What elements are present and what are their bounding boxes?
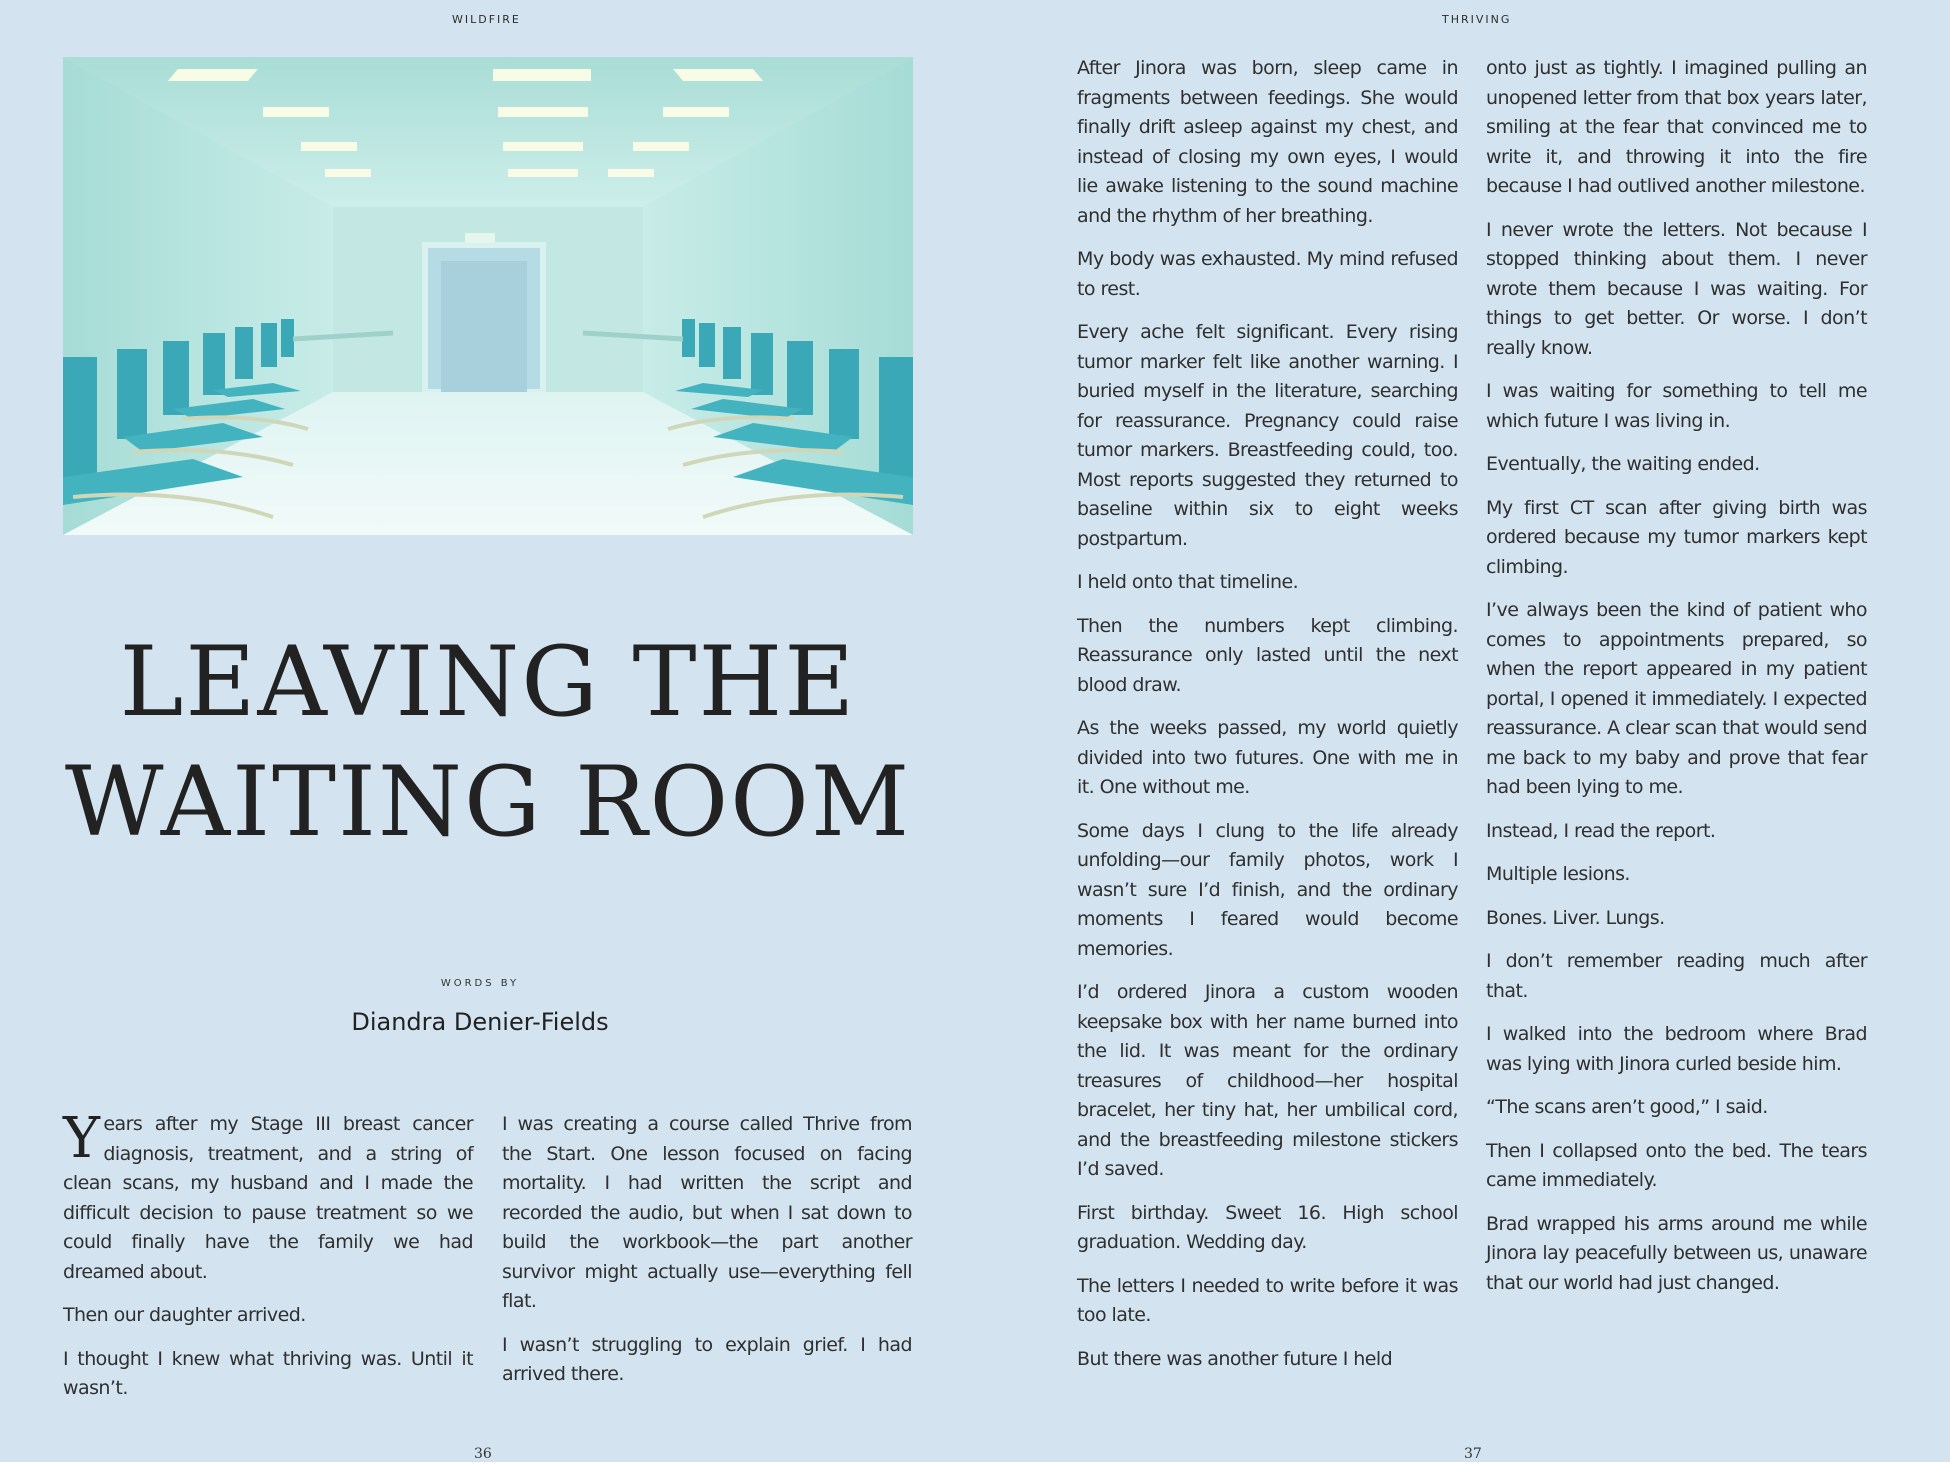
- paragraph: I don’t remember reading much after that.: [1486, 950, 1867, 1002]
- paragraph: Then our daughter arrived.: [63, 1304, 306, 1326]
- paragraph: Brad wrapped his arms around me while Jinora lay peacefully between us, unaware that our world had just changed.: [1486, 1212, 1867, 1294]
- paragraph: I walked into the bedroom where Brad was lying with Jinora curled beside him.: [1486, 1023, 1867, 1075]
- paragraph: I wasn’t struggling to explain grief. I had arrived there.: [502, 1333, 912, 1385]
- paragraph: I was waiting for something to tell me which future I was living in.: [1486, 380, 1867, 432]
- paragraph: I’ve always been the kind of patient who comes to appointments prepared, so when the report appeared in my patient portal, I opened it immediately. I expected reassurance. A clear scan that would send me back to my baby and prove that fear had been lying to me.: [1486, 599, 1867, 798]
- paragraph: First birthday. Sweet 16. High school graduation. Wedding day.: [1077, 1201, 1458, 1253]
- page-number-left: 36: [474, 1446, 492, 1462]
- paragraph: I never wrote the letters. Not because I stopped thinking about them. I never wrote them because I was waiting. For things to get better. Or worse. I don’t really know.: [1486, 218, 1867, 359]
- article-title: [40, 622, 936, 862]
- paragraph: After Jinora was born, sleep came in fragments between feedings. She would finally drift asleep against my chest, and instead of closing my own eyes, I would lie awake listening to the sound machine and the rhythm of her breathing.: [1077, 57, 1458, 227]
- title-line-1: LEAVING THE: [119, 626, 857, 738]
- paragraph: Some days I clung to the life already unfolding—our family photos, work I wasn’t sure I’d finish, and the ordinary moments I feared would become memories.: [1077, 819, 1458, 960]
- right-page-column-2: [1486, 54, 1867, 1312]
- paragraph: I thought I knew what thriving was. Until it wasn’t.: [63, 1347, 473, 1399]
- paragraph: onto just as tightly. I imagined pulling an unopened letter from that box years later, smiling at the fear that convinced me to write it, and throwing it into the fire because I had outlived another milestone.: [1486, 57, 1867, 197]
- paragraph: The letters I needed to write before it was too late.: [1077, 1274, 1458, 1326]
- running-head-left: WILDFIRE: [452, 13, 521, 26]
- paragraph: “The scans aren’t good,” I said.: [1486, 1096, 1768, 1118]
- page-number-right: 37: [1464, 1446, 1482, 1462]
- left-page-column-2: [502, 1110, 912, 1404]
- paragraph: My first CT scan after giving birth was ordered because my tumor markers kept climbing.: [1486, 496, 1867, 578]
- drop-cap: Y: [63, 1106, 100, 1171]
- waiting-room-photo: [63, 57, 913, 535]
- paragraph: I was creating a course called Thrive from the Start. One lesson focused on facing mortality. I had written the script and recorded the audio, but when I sat down to build the workbook—the part another survivor might actually use—everything fell flat.: [502, 1113, 912, 1312]
- paragraph: Then I collapsed onto the bed. The tears came immediately.: [1486, 1139, 1867, 1191]
- paragraph: Then the numbers kept climbing. Reassurance only lasted until the next blood draw.: [1077, 614, 1458, 696]
- running-head-right: THRIVING: [1442, 13, 1512, 26]
- byline-label: WORDS BY: [440, 978, 520, 989]
- paragraph: My body was exhausted. My mind refused to rest.: [1077, 248, 1458, 300]
- paragraph: Bones. Liver. Lungs.: [1486, 906, 1665, 929]
- title-line-2: WAITING ROOM: [64, 746, 912, 858]
- paragraph: But there was another future I held: [1077, 1347, 1393, 1370]
- paragraph: Eventually, the waiting ended.: [1486, 453, 1760, 475]
- author-name: Diandra Denier-Fields: [351, 1008, 609, 1036]
- paragraph: Instead, I read the report.: [1486, 819, 1716, 842]
- right-page-column-1: [1077, 54, 1458, 1388]
- paragraph: I held onto that timeline.: [1077, 571, 1299, 593]
- paragraph: Every ache felt significant. Every rising tumor marker felt like another warning. I buried myself in the literature, searching for reassurance. Pregnancy could raise tumor markers. Breastfeeding could, too. Most reports suggested they returned to baseline within six to eight weeks postpartum.: [1077, 321, 1458, 550]
- paragraph: As the weeks passed, my world quietly divided into two futures. One with me in it. One without me.: [1077, 717, 1458, 798]
- paragraph: Years after my Stage III breast cancer diagnosis, treatment, and a string of clean scans, my husband and I made the difficult decision to pause treatment so we could finally have the family we had dreamed about.: [63, 1106, 473, 1283]
- paragraph: I’d ordered Jinora a custom wooden keepsake box with her name burned into the lid. It was meant for the ordinary treasures of childhood—her hospital bracelet, her tiny hat, her umbilical cord, and the breastfeeding milestone stickers I’d saved.: [1077, 981, 1458, 1180]
- paragraph: Multiple lesions.: [1486, 863, 1630, 885]
- left-page-column-1: [63, 1106, 473, 1418]
